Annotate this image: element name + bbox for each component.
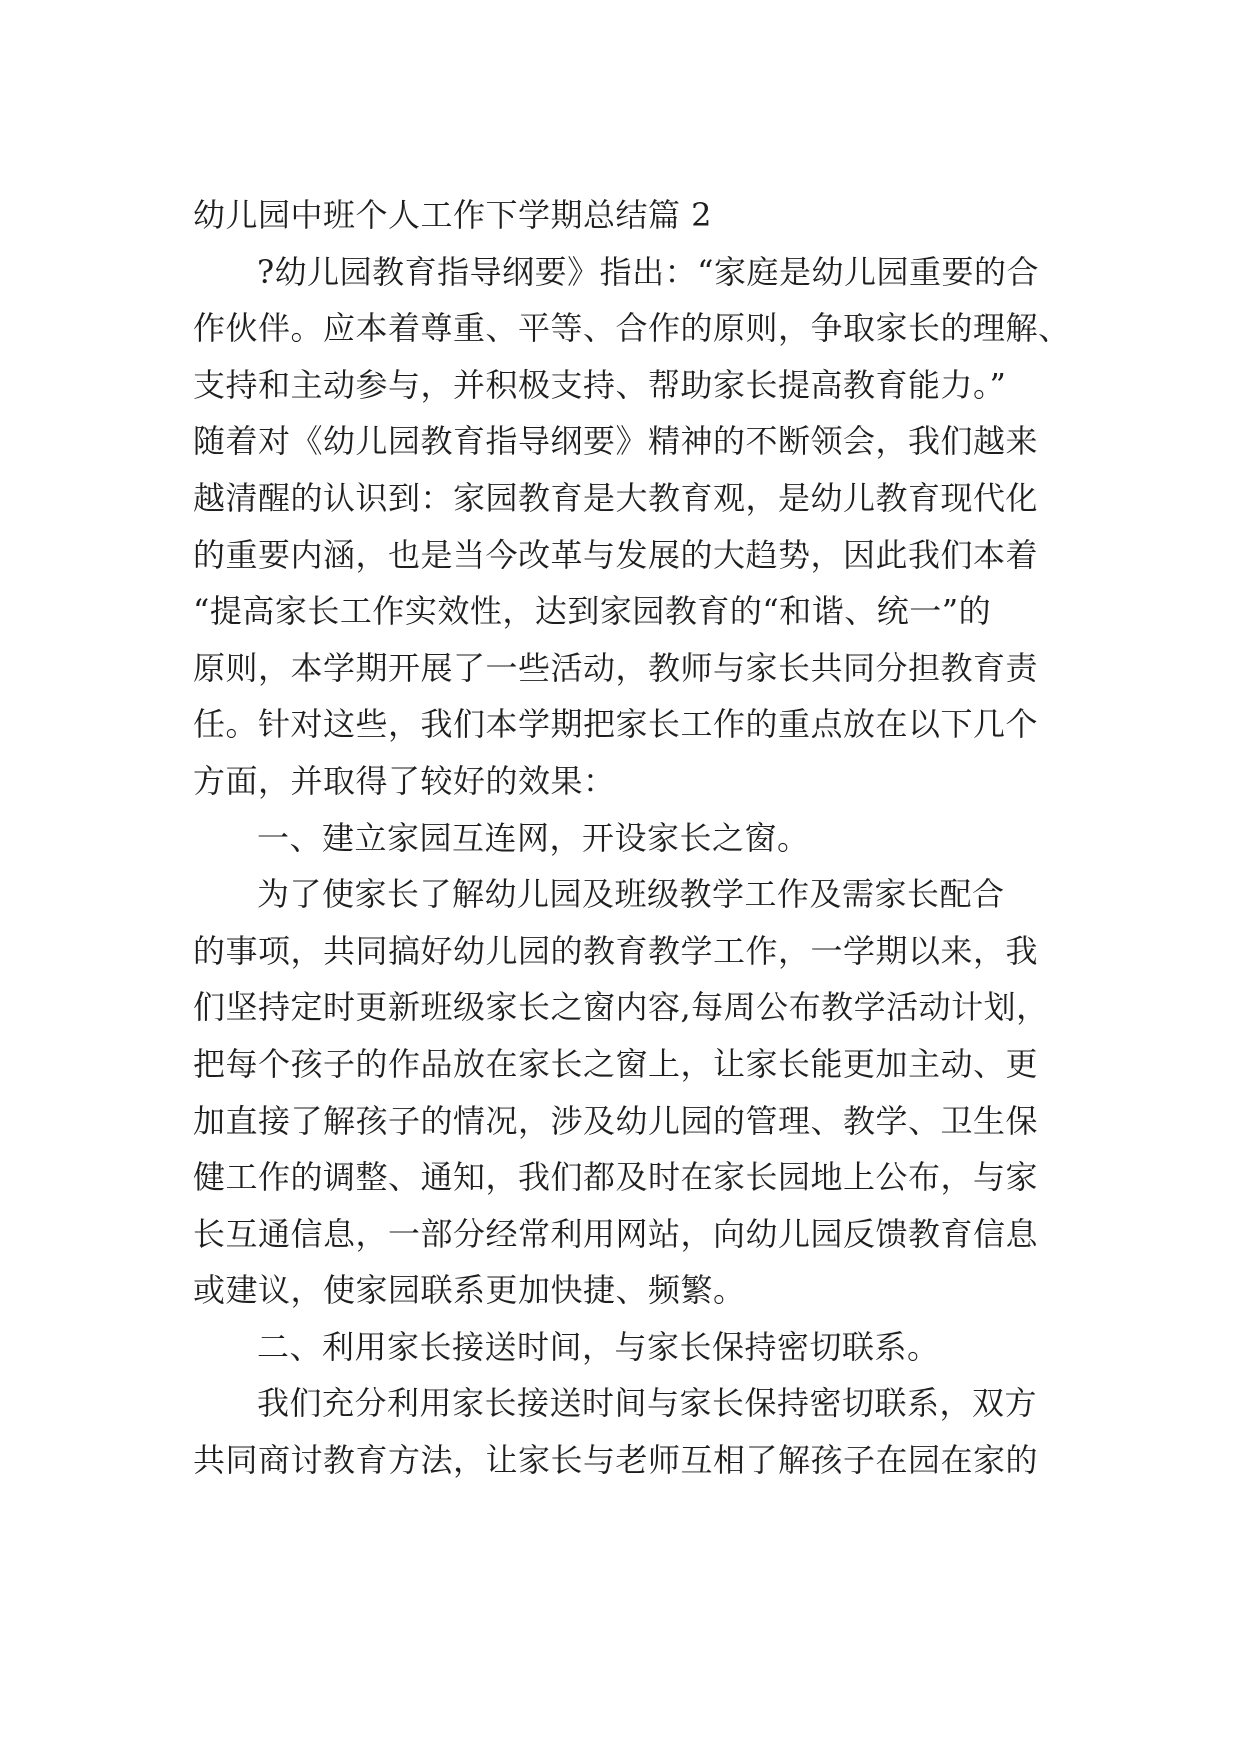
text-line: 方面，并取得了较好的效果： [193,761,616,800]
text-line: 原则，本学期开展了一些活动，教师与家长共同分担教育责 [193,648,1039,687]
text-line: 们坚持定时更新班级家长之窗内容,每周公布教学活动计划， [193,988,1049,1027]
text-line: 长互通信息，一部分经常利用网站，向幼儿园反馈教育信息 [193,1214,1039,1253]
document-body [193,187,1071,1489]
text-line: 越清醒的认识到：家园教育是大教育观，是幼儿教育现代化 [193,478,1039,517]
text-line: 作伙伴。应本着尊重、平等、合作的原则，争取家长的理解、 [193,309,1071,348]
text-line: 把每个孩子的作品放在家长之窗上，让家长能更加主动、更 [193,1044,1039,1083]
text-line: “提高家长工作实效性，达到家园教育的“和谐、统一”的 [193,592,992,631]
text-line: 为了使家长了解幼儿园及班级教学工作及需家长配合 [257,875,1005,914]
text-line: 健工作的调整、通知，我们都及时在家长园地上公布，与家 [193,1158,1039,1197]
text-line: 一、建立家园互连网，开设家长之窗。 [257,818,810,857]
text-line: 我们充分利用家长接送时间与家长保持密切联系，双方 [257,1384,1038,1423]
text-line: 的事项，共同搞好幼儿园的教育教学工作，一学期以来，我 [193,931,1039,970]
body-text [193,244,1071,1489]
text-line: 共同商讨教育方法，让家长与老师互相了解孩子在园在家的 [193,1441,1039,1480]
text-line: ?幼儿园教育指导纲要》指出：“家庭是幼儿园重要的合 [257,252,1040,291]
text-line: 任。针对这些，我们本学期把家长工作的重点放在以下几个 [193,705,1039,744]
text-line: 支持和主动参与，并积极支持、帮助家长提高教育能力。” [193,365,1007,404]
text-line: 二、利用家长接送时间，与家长保持密切联系。 [257,1327,940,1366]
text-line: 的重要内涵，也是当今改革与发展的大趋势，因此我们本着 [193,535,1039,574]
document-title: 幼儿园中班个人工作下学期总结篇 2 [193,196,713,234]
text-line: 随着对《幼儿园教育指导纲要》精神的不断领会，我们越来 [193,422,1039,461]
text-line: 或建议，使家园联系更加快捷、频繁。 [193,1271,746,1310]
text-line: 加直接了解孩子的情况，涉及幼儿园的管理、教学、卫生保 [193,1101,1039,1140]
